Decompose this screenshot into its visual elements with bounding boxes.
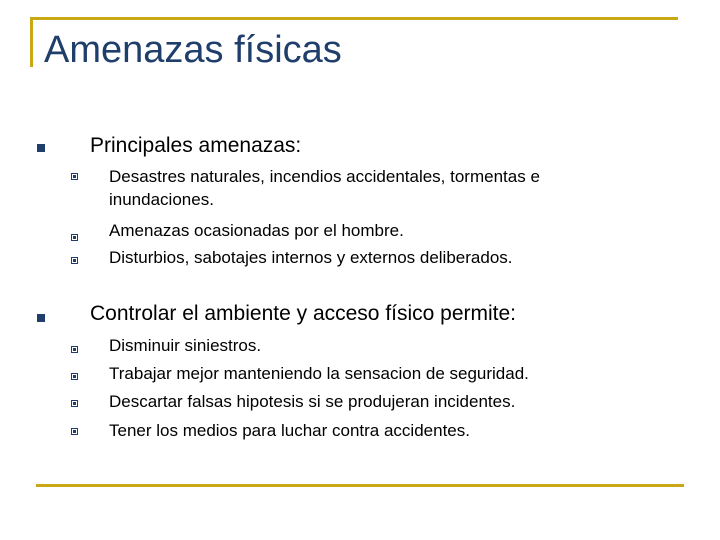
outlined-square-bullet-icon <box>71 173 78 180</box>
slide-title: Amenazas físicas <box>44 29 342 71</box>
list-item: Amenazas ocasionadas por el hombre. <box>109 221 404 240</box>
list-item: Desastres naturales, incendios accidentales, tormentas e <box>109 167 540 186</box>
list-item: Trabajar mejor manteniendo la sensacion de seguridad. <box>109 364 529 383</box>
list-item: Descartar falsas hipotesis si se produjeran incidentes. <box>109 392 516 411</box>
outlined-square-bullet-icon <box>71 346 78 353</box>
section-heading: Controlar el ambiente y acceso físico permite: <box>90 302 517 325</box>
outlined-square-bullet-icon <box>71 428 78 435</box>
bottom-rule <box>36 484 684 487</box>
square-bullet-icon <box>37 314 45 322</box>
section-heading: Principales amenazas: <box>90 134 302 157</box>
square-bullet-icon <box>37 144 45 152</box>
list-item: Tener los medios para luchar contra accidentes. <box>109 421 470 440</box>
top-rule <box>30 17 678 20</box>
outlined-square-bullet-icon <box>71 257 78 264</box>
left-rule <box>30 17 33 67</box>
list-item: Disminuir siniestros. <box>109 336 262 355</box>
outlined-square-bullet-icon <box>71 373 78 380</box>
outlined-square-bullet-icon <box>71 234 78 241</box>
list-item-continuation: inundaciones. <box>109 190 214 209</box>
outlined-square-bullet-icon <box>71 400 78 407</box>
list-item: Disturbios, sabotajes internos y externos deliberados. <box>109 248 513 267</box>
